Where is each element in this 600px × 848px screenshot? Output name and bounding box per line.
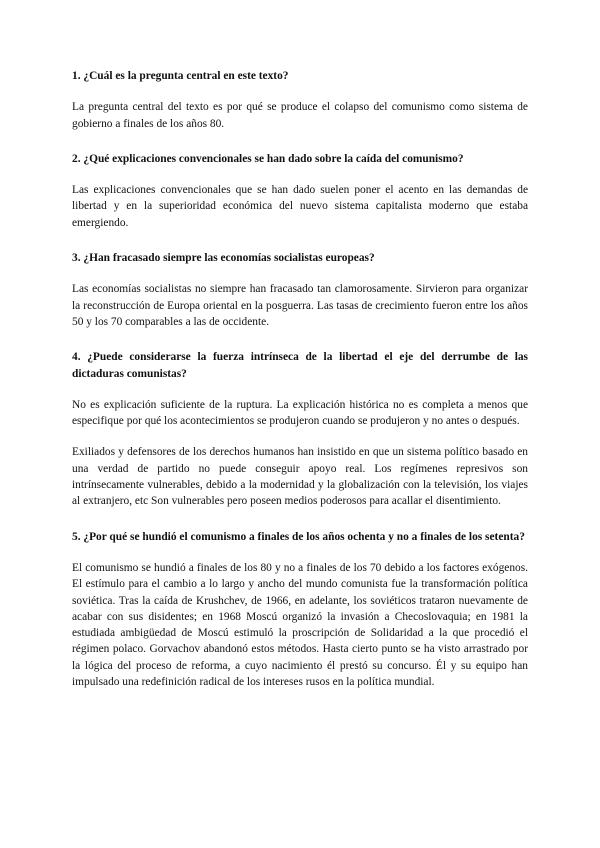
question-3-heading: 3. ¿Han fracasado siempre las economías socialistas europeas? [72,252,375,265]
answer-5-paragraph: El comunismo se hundió a finales de los 80 y no a finales de los 70 debido a los factores exógenos. El estímulo para el cambio a lo largo y ancho del mundo comunista fue la transformación política soviética. Tras la caída de Krushchev, de 1966, en adelante, los soviéticos trataron nuevamente de acabar con sus disidentes; en 1968 Moscú organizó la invasión a Checoslovaquia; en 1981 la estudiada ambigüedad de Moscú estimuló la proscripción de Solidaridad a la que procedió el régimen polaco. Gorvachov abandonó estos métodos. Hasta cierto punto se ha visto arrastrado por la lógica del proceso de reforma, a cuyo nacimiento él prestó su concurso. Él y su equipo han impulsado una redefinición radical de los intereses rusos en la política mundial. [72,561,528,689]
answer-2-paragraph: Las explicaciones convencionales que se han dado suelen poner el acento en las demandas de libertad y en la superioridad económica del nuevo sistema capitalista moderno que estaba emergiendo. [72,184,528,229]
question-2-heading: 2. ¿Qué explicaciones convencionales se han dado sobre la caída del comunismo? [72,152,464,165]
answer-3-paragraph: Las economías socialistas no siempre han fracasado tan clamorosamente. Sirvieron para organizar la reconstrucción de Europa oriental en la posguerra. Las tasas de crecimiento fueron entre los años 50 y los 70 comparables a las de occidente. [72,283,528,328]
question-1-heading: 1. ¿Cuál es la pregunta central en este texto? [72,70,289,82]
answer-4-paragraph-2: Exiliados y defensores de los derechos humanos han insistido en que un sistema político basado en una verdad de partido no puede conseguir apoyo real. Los regímenes represivos son intrínsecamente vulnerables, debido a la modernidad y la globalización con la televisión, los viajes al extranjero, etc Son vulnerables pero poseen medios poderosos para acallar el disentimiento. [72,446,528,508]
question-5-heading: 5. ¿Por qué se hundió el comunismo a finales de los años ochenta y no a finales de los setenta? [72,530,525,543]
answer-4-paragraph-1: No es explicación suficiente de la ruptura. La explicación histórica no es completa a menos que especifique por qué los acontecimientos se produjeron cuando se produjeron y no antes o después. [72,398,528,428]
answer-1-paragraph: La pregunta central del texto es por qué se produce el colapso del comunismo como sistema de gobierno a finales de los años 80. [72,101,528,130]
question-4-heading: 4. ¿Puede considerarse la fuerza intrínseca de la libertad el eje del derrumbe de las dictaduras comunistas? [72,351,528,380]
document-page [72,68,528,690]
